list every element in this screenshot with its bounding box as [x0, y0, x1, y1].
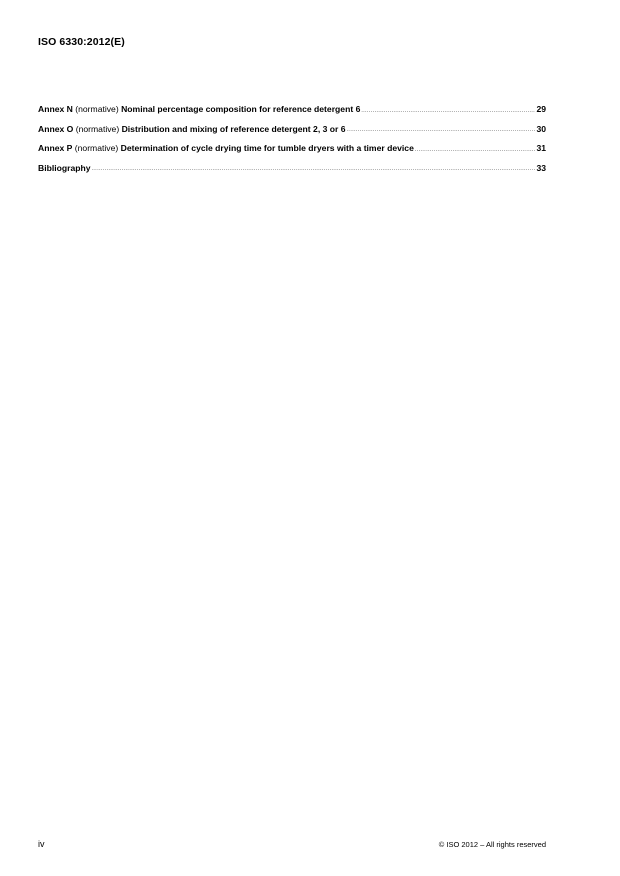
toc-leader-dots [347, 128, 536, 133]
toc-entry-qualifier: (normative) [73, 123, 122, 134]
toc-entry-label: Annex N [38, 104, 73, 114]
toc-entry-bibliography[interactable] [38, 163, 546, 183]
toc-entry-annex-o[interactable] [38, 124, 546, 144]
toc-leader-dots [415, 148, 536, 153]
toc-entry-page: 29 [536, 104, 546, 114]
toc-entry-qualifier: (normative) [72, 104, 122, 114]
toc-entry-label: Annex P [38, 143, 73, 153]
table-of-contents [38, 104, 546, 182]
toc-entry-annex-n[interactable] [38, 104, 546, 124]
toc-leader-dots [92, 167, 536, 172]
toc-entry-title-block [38, 143, 414, 153]
copyright-notice: © ISO 2012 – All rights reserved [438, 840, 546, 849]
toc-entry-annex-p[interactable] [38, 143, 546, 163]
toc-leader-dots [361, 109, 535, 114]
toc-entry-page: 30 [536, 123, 546, 134]
toc-entry-page: 31 [536, 143, 546, 153]
toc-entry-title-block [38, 104, 360, 114]
toc-entry-label: Annex O [38, 123, 74, 134]
toc-entry-qualifier: (normative) [72, 143, 121, 153]
toc-entry-title: Nominal percentage composition for reference detergent 6 [121, 104, 361, 114]
document-header: ISO 6330:2012(E) [38, 36, 125, 48]
toc-entry-title-block [38, 124, 346, 134]
page-number: iv [38, 839, 45, 849]
toc-entry-title: Bibliography [38, 162, 91, 173]
toc-entry-title: Determination of cycle drying time for tumble dryers with a timer device [120, 143, 414, 153]
toc-entry-page: 33 [536, 162, 546, 173]
toc-entry-title-block [38, 163, 91, 173]
toc-entry-title: Distribution and mixing of reference detergent 2, 3 or 6 [121, 123, 346, 134]
